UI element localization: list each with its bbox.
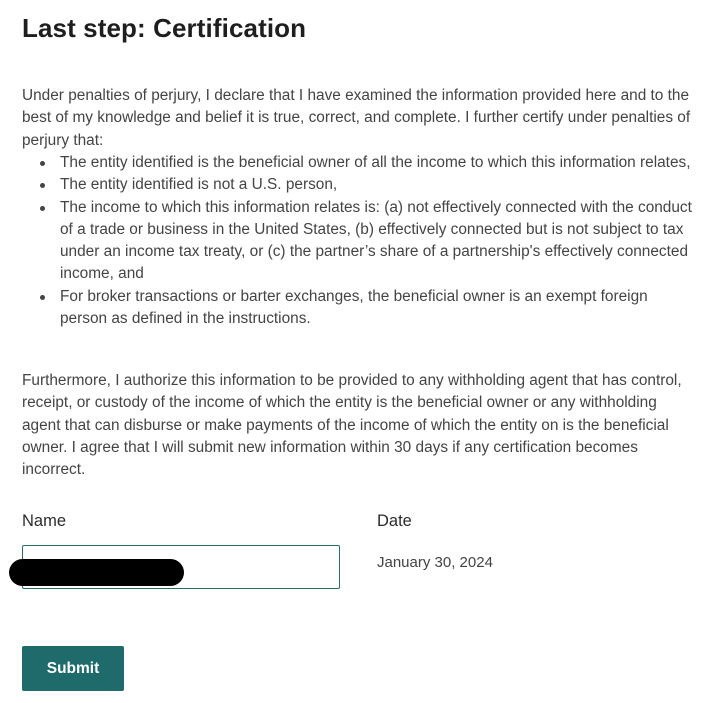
list-item-text: The entity identified is the beneficial owner of all the income to which this information relates, [60,154,691,171]
list-item-text: The income to which this information relates is: (a) not effectively connected with the conduct of a trade or business in the United States, (b) effectively connected but is not subject to tax under an income tax treaty, or (c) the partner’s share of a partnership's effectively connected income, and [60,198,692,283]
list-item [22,152,697,174]
date-label: Date [377,512,412,530]
bullet-icon [40,161,45,166]
name-label: Name [22,512,67,530]
submit-button[interactable]: Submit [22,646,124,691]
list-item-text: For broker transactions or barter exchanges, the beneficial owner is an exempt foreign person as defined in the instructions. [60,287,648,328]
list-item [22,174,697,196]
bullet-icon [40,206,45,211]
bullet-icon [40,183,45,188]
date-value: January 30, 2024 [377,554,493,571]
certification-list [22,152,697,330]
page-title: Last step: Certification [22,13,307,43]
authorization-paragraph: Furthermore, I authorize this information to be provided to any withholding agent that has control, receipt, or custody of the income of which the entity is the beneficial owner or any withholding agent that can disburse or make payments of the income of which the entity on is the beneficial owner. I agree that I will submit new information within 30 days if any certification becomes incorrect. [22,372,682,479]
list-item-text: The entity identified is not a U.S. person, [60,176,338,194]
list-item [22,197,697,286]
intro-paragraph: Under penalties of perjury, I declare that I have examined the information provided here and to the best of my knowledge and belief it is true, correct, and complete. I further certify under penalties of perjury that: [22,87,691,149]
bullet-icon [40,295,45,300]
list-item [22,286,697,331]
redaction-mark [9,559,184,586]
